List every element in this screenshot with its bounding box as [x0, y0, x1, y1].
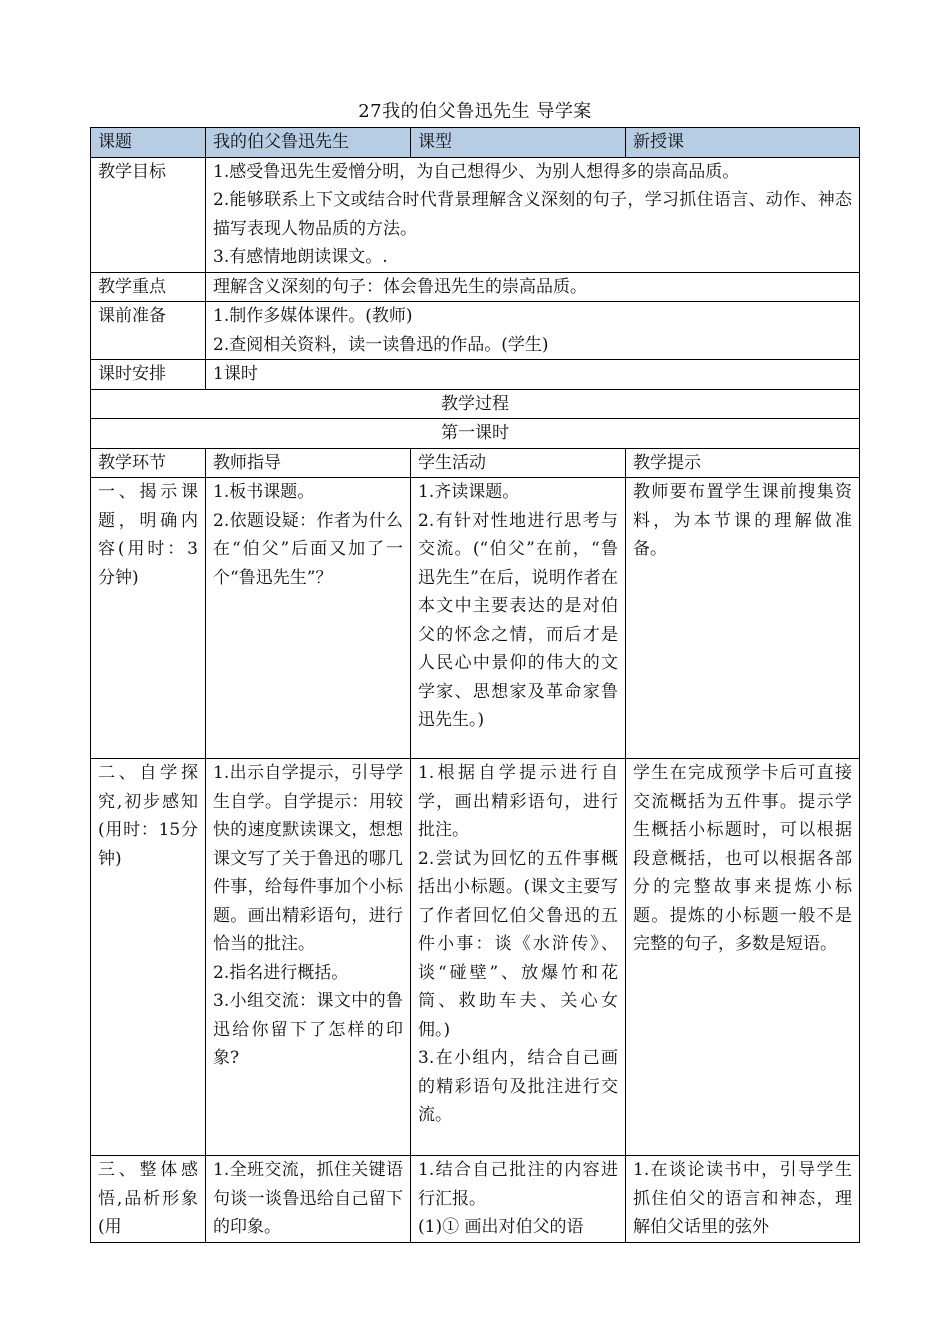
lesson-title: 第一课时	[91, 419, 860, 449]
student-item: (1)① 画出对伯父的语	[418, 1217, 584, 1237]
column-header-tip: 教学提示	[626, 448, 860, 478]
teacher-cell	[206, 1156, 411, 1243]
tip-wrap	[633, 1156, 852, 1241]
prep-item: 1.制作多媒体课件。(教师)	[213, 306, 413, 326]
focus-label: 教学重点	[91, 272, 206, 302]
goal-item: 1.感受鲁迅先生爱憎分明，为自己想得少、为别人想得多的崇高品质。	[213, 161, 740, 182]
tip-item: 学生在完成预学卡后可直接交流概括为五件事。提示学生概括小标题时，可以根据段意概括，也可以根据各部分的完整故事来提炼小标题。提炼的小标题一般不是完整的句子，多数是短语。	[633, 763, 852, 954]
goals-content	[206, 157, 860, 272]
document-title: 27我的伯父鲁迅先生 导学案	[358, 101, 592, 122]
column-header-teacher: 教师指导	[206, 448, 411, 478]
course-value: 我的伯父鲁迅先生	[206, 128, 411, 158]
goals-row	[91, 157, 860, 272]
student-cell	[411, 1156, 626, 1243]
prep-row	[91, 302, 860, 360]
teacher-item: 1.全班交流，抓住关键语句谈一谈鲁迅给自己留下的印象。	[213, 1160, 403, 1237]
student-item: 1.根据自学提示进行自学，画出精彩语句，进行批注。	[418, 763, 618, 840]
student-item: 1.齐读课题。	[418, 482, 520, 502]
stage-text: 三、整体感悟,品析形象(用	[98, 1160, 198, 1237]
step-row-3	[91, 1156, 860, 1243]
teacher-cell	[206, 759, 411, 1156]
teacher-wrap	[213, 1156, 403, 1241]
tip-item: 教师要布置学生课前搜集资料，为本节课的理解做准备。	[633, 482, 852, 559]
prep-label: 课前准备	[91, 302, 206, 360]
stage-cell: 一、揭示课题，明确内容(用时：3分钟)	[91, 478, 206, 759]
course-row	[91, 128, 860, 158]
teacher-item: 3.小组交流：课文中的鲁迅给你留下了怎样的印象?	[213, 991, 403, 1068]
columns-header-row	[91, 448, 860, 478]
step-row-2	[91, 759, 860, 1156]
student-wrap	[418, 1156, 618, 1241]
focus-row	[91, 272, 860, 302]
stage-cell	[91, 1156, 206, 1243]
focus-value: 理解含义深刻的句子：体会鲁迅先生的崇高品质。	[206, 272, 860, 302]
process-title: 教学过程	[91, 389, 860, 419]
teacher-item: 2.依题设疑：作者为什么在“伯父”后面又加了一个“鲁迅先生”？	[213, 510, 403, 588]
tip-item: 1.在谈论读书中，引导学生抓住伯父的语言和神态，理解伯父话里的弦外	[633, 1160, 852, 1237]
process-title-row	[91, 389, 860, 419]
tip-cell	[626, 1156, 860, 1243]
tip-cell	[626, 759, 860, 1156]
column-header-stage: 教学环节	[91, 448, 206, 478]
student-item: 2.有针对性地进行思考与交流。(“伯父”在前，“鲁迅先生”在后，说明作者在本文中主要表达的是对伯父的怀念之情，而后才是人民心中景仰的伟大的文学家、思想家及革命家鲁迅先生。)	[418, 510, 618, 730]
goal-item: 3.有感情地朗读课文。.	[213, 247, 388, 267]
teacher-item: 2.指名进行概括。	[213, 962, 349, 983]
schedule-row	[91, 360, 860, 390]
teacher-item: 1.出示自学提示，引导学生自学。自学提示：用较快的速度默读课文，想想课文写了关于鲁迅的哪几件事，给每件事加个小标题。画出精彩语句，进行恰当的批注。	[213, 763, 403, 954]
step-row-1	[91, 478, 860, 759]
teacher-item: 1.板书课题。	[213, 482, 315, 502]
schedule-label: 课时安排	[91, 360, 206, 390]
goals-label: 教学目标	[91, 157, 206, 272]
student-item: 3.在小组内，结合自己画的精彩语句及批注进行交流。	[418, 1048, 618, 1125]
lesson-title-row	[91, 419, 860, 449]
teacher-cell	[206, 478, 411, 759]
prep-item: 2.查阅相关资料，读一读鲁迅的作品。(学生)	[213, 334, 549, 355]
type-value: 新授课	[626, 128, 860, 158]
student-cell	[411, 478, 626, 759]
stage-cell: 二、自学探究,初步感知(用时：15分钟)	[91, 759, 206, 1156]
lesson-plan-table	[90, 127, 860, 1243]
column-header-student: 学生活动	[411, 448, 626, 478]
goal-item: 2.能够联系上下文或结合时代背景理解含义深刻的句子，学习抓住语言、动作、神态描写表现人物品质的方法。	[213, 190, 852, 239]
type-label: 课型	[411, 128, 626, 158]
schedule-value: 1课时	[206, 360, 860, 390]
student-cell	[411, 759, 626, 1156]
tip-cell	[626, 478, 860, 759]
student-item: 1.结合自己批注的内容进行汇报。	[418, 1160, 618, 1209]
course-label: 课题	[91, 128, 206, 158]
prep-content	[206, 302, 860, 360]
student-item: 2.尝试为回忆的五件事概括出小标题。(课文主要写了作者回忆伯父鲁迅的五件小事：谈《水浒传》、谈“碰壁”、放爆竹和花筒、救助车夫、关心女佣。)	[418, 848, 618, 1040]
